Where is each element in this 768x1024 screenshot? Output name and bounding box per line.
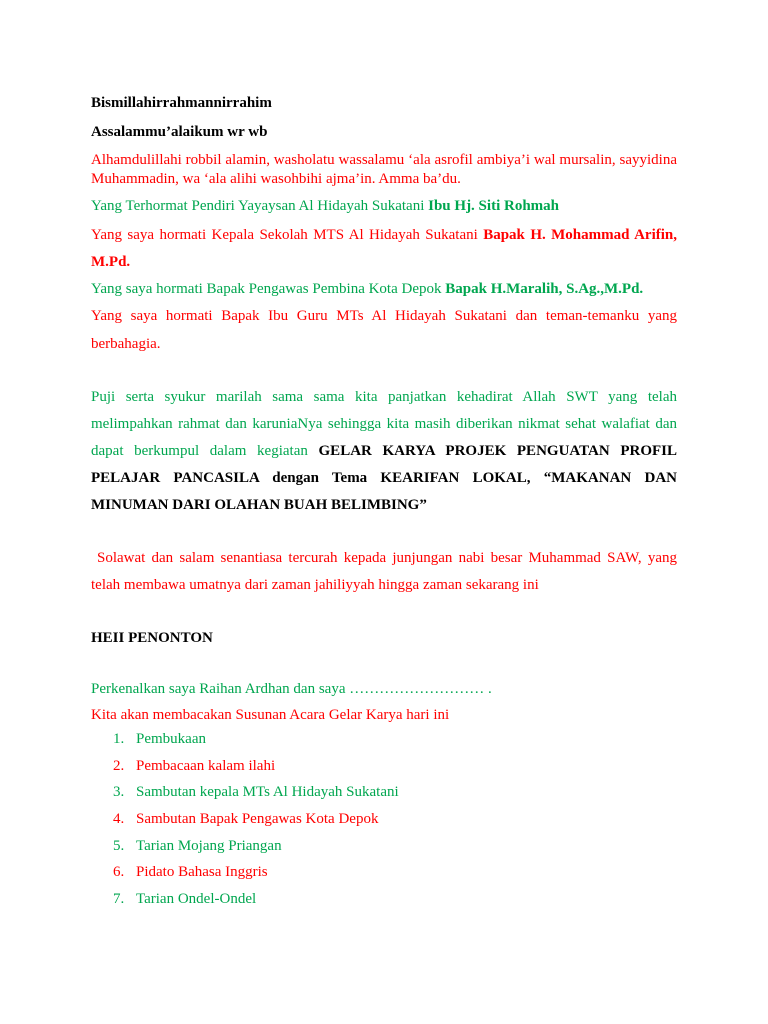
list-item [91,726,677,753]
greeting-teachers: Yang saya hormati Bapak Ibu Guru MTs Al Hidayah Sukatani dan teman-temanku yang berbahagia. [91,308,677,352]
gratitude-text: Puji serta syukur marilah sama sama kita panjatkan kehadirat Allah SWT yang telah melimpahkan rahmat dan karuniaNya sehingga kita masih diberikan nikmat sehat walafiat dan dapat berkumpul dalam kegiatan [91,389,677,459]
list-label: Sambutan kepala MTs Al Hidayah Sukatani [136,784,399,801]
greeting-principal-text: Yang saya hormati Kepala Sekolah MTS Al Hidayah Sukatani [91,227,484,243]
sholawat-paragraph: Solawat dan salam senantiasa tercurah kepada junjungan nabi besar Muhammad SAW, yang telah membawa umatnya dari zaman jahiliyyah hingga zaman sekarang ini [91,550,677,593]
salam-line: Assalammu’alaikum wr wb [91,124,268,140]
list-item [91,886,677,913]
bismillah-line: Bismillahirrahmannirrahim [91,95,272,111]
list-number: 2. [113,757,125,774]
list-label: Sambutan Bapak Pengawas Kota Depok [136,811,379,828]
greeting-principal [91,222,677,276]
list-number: 5. [113,837,125,854]
list-number: 1. [113,731,125,747]
greeting-founder-name: Ibu Hj. Siti Rohmah [428,198,559,214]
gratitude-paragraph [91,384,677,519]
greeting-founder [91,195,677,217]
audience-call: HEII PENONTON [91,630,213,646]
greeting-supervisor-text: Yang saya hormati Bapak Pengawas Pembina Kota Depok [91,281,446,297]
list-item [91,753,677,780]
greeting-principal-name: Bapak H. Mohammad Arifin, M.Pd. [91,227,677,270]
greeting-supervisor [91,278,677,300]
greeting-supervisor-name: Bapak H.Maralih, S.Ag.,M.Pd. [445,281,644,297]
list-label: Pembacaan kalam ilahi [136,757,276,774]
introduction-line: Perkenalkan saya Raihan Ardhan dan saya ……………………… . [91,681,492,697]
list-item [91,806,677,833]
list-number: 4. [113,811,125,828]
agenda-intro: Kita akan membacakan Susunan Acara Gelar Karya hari ini [91,707,450,723]
list-number: 6. [113,864,125,881]
speech-script [91,92,677,913]
event-title: GELAR KARYA PROJEK PENGUATAN PROFIL PELAJAR PANCASILA dengan Tema KEARIFAN LOKAL, “MAKANAN DAN MINUMAN DARI OLAHAN BUAH BELIMBING” [91,443,677,513]
list-number: 7. [113,891,125,908]
hamdalah-paragraph: Alhamdulillahi robbil alamin, washolatu wassalamu ‘ala asrofil ambiya’i wal mursalin, sayyidina Muhammadin, wa ‘ala alihi wasohbihi ajma’in. Amma ba’du. [91,152,677,187]
list-label: Tarian Mojang Priangan [136,837,282,854]
list-label: Tarian Ondel-Ondel [136,891,257,908]
agenda-list [91,726,677,913]
list-number: 3. [113,784,125,801]
greeting-founder-text: Yang Terhormat Pendiri Yayaysan Al Hidayah Sukatani [91,198,429,214]
list-item [91,859,677,886]
list-item [91,779,677,806]
list-label: Pidato Bahasa Inggris [136,864,268,881]
list-label: Pembukaan [136,731,206,747]
list-item [91,833,677,860]
